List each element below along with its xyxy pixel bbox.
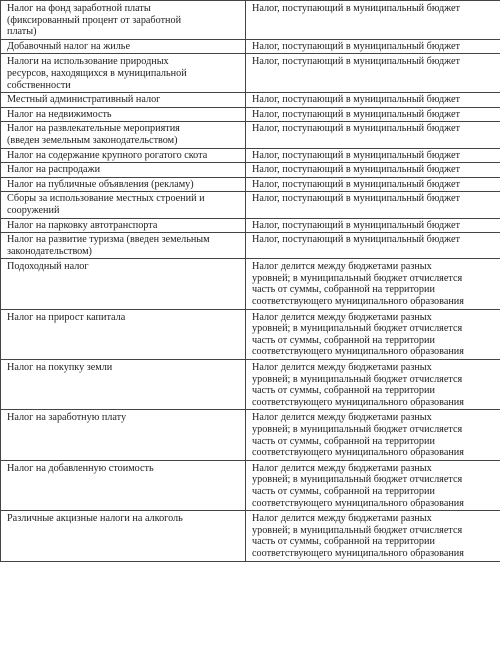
budget-destination-cell: Налог, поступающий в муниципальный бюджет <box>246 177 500 192</box>
table-row <box>1 39 500 54</box>
tax-name-cell: Налог на распродажи <box>1 163 246 178</box>
budget-destination-cell: Налог делится между бюджетами разных уровней; в муниципальный бюджет отчисляется часть от суммы, собранной на территории соответствующего муниципального образования <box>246 360 500 410</box>
budget-destination-cell: Налог, поступающий в муниципальный бюджет <box>246 93 500 108</box>
budget-destination-cell: Налог, поступающий в муниципальный бюджет <box>246 39 500 54</box>
budget-destination-cell: Налог, поступающий в муниципальный бюджет <box>246 233 500 259</box>
budget-destination-cell: Налог, поступающий в муниципальный бюджет <box>246 148 500 163</box>
table-row <box>1 360 500 410</box>
table-row <box>1 511 500 561</box>
budget-destination-cell: Налог, поступающий в муниципальный бюджет <box>246 122 500 148</box>
tax-name-cell: Налог на прирост капитала <box>1 309 246 359</box>
tax-name-cell: Налоги на использование природных ресурсов, находящихся в муниципальной собственности <box>1 54 246 93</box>
tax-name-cell: Налог на фонд заработной платы (фиксированный процент от заработной платы) <box>1 1 246 40</box>
table-row <box>1 309 500 359</box>
budget-destination-cell: Налог, поступающий в муниципальный бюджет <box>246 107 500 122</box>
budget-destination-cell: Налог, поступающий в муниципальный бюджет <box>246 218 500 233</box>
tax-name-cell: Налог на содержание крупного рогатого скота <box>1 148 246 163</box>
table-row <box>1 122 500 148</box>
table-row <box>1 192 500 218</box>
table-row <box>1 163 500 178</box>
tax-name-cell: Местный административный налог <box>1 93 246 108</box>
tax-name-cell: Налог на добавленную стоимость <box>1 460 246 510</box>
budget-destination-cell: Налог делится между бюджетами разных уровней; в муниципальный бюджет отчисляется часть от суммы, собранной на территории соответствующего муниципального образования <box>246 511 500 561</box>
tax-name-cell: Различные акцизные налоги на алкоголь <box>1 511 246 561</box>
tax-name-cell: Налог на заработную плату <box>1 410 246 460</box>
budget-destination-cell: Налог делится между бюджетами разных уровней; в муниципальный бюджет отчисляется часть от суммы, собранной на территории соответствующего муниципального образования <box>246 410 500 460</box>
table-row <box>1 177 500 192</box>
table-row <box>1 218 500 233</box>
budget-destination-cell: Налог, поступающий в муниципальный бюджет <box>246 163 500 178</box>
table-row <box>1 410 500 460</box>
budget-destination-cell: Налог делится между бюджетами разных уровней; в муниципальный бюджет отчисляется часть от суммы, собранной на территории соответствующего муниципального образования <box>246 460 500 510</box>
tax-name-cell: Налог на парковку автотранспорта <box>1 218 246 233</box>
budget-destination-cell: Налог, поступающий в муниципальный бюджет <box>246 192 500 218</box>
table-row <box>1 148 500 163</box>
table-row <box>1 460 500 510</box>
budget-destination-cell: Налог делится между бюджетами разных уровней; в муниципальный бюджет отчисляется часть от суммы, собранной на территории соответствующего муниципального образования <box>246 309 500 359</box>
tax-name-cell: Налог на развитие туризма (введен земельным законодательством) <box>1 233 246 259</box>
budget-destination-cell: Налог делится между бюджетами разных уровней; в муниципальный бюджет отчисляется часть от суммы, собранной на территории соответствующего муниципального образования <box>246 259 500 309</box>
table-row <box>1 54 500 93</box>
tax-name-cell: Налог на публичные объявления (рекламу) <box>1 177 246 192</box>
tax-name-cell: Налог на покупку земли <box>1 360 246 410</box>
budget-destination-cell: Налог, поступающий в муниципальный бюджет <box>246 1 500 40</box>
tax-name-cell: Добавочный налог на жилье <box>1 39 246 54</box>
table-row <box>1 233 500 259</box>
table-row <box>1 93 500 108</box>
tax-table-body <box>1 1 500 562</box>
table-row <box>1 107 500 122</box>
tax-name-cell: Подоходный налог <box>1 259 246 309</box>
tax-name-cell: Сборы за использование местных строений и сооружений <box>1 192 246 218</box>
budget-destination-cell: Налог, поступающий в муниципальный бюджет <box>246 54 500 93</box>
table-row <box>1 1 500 40</box>
tax-name-cell: Налог на недвижимость <box>1 107 246 122</box>
tax-name-cell: Налог на развлекательные мероприятия (введен земельным законодательством) <box>1 122 246 148</box>
table-row <box>1 259 500 309</box>
